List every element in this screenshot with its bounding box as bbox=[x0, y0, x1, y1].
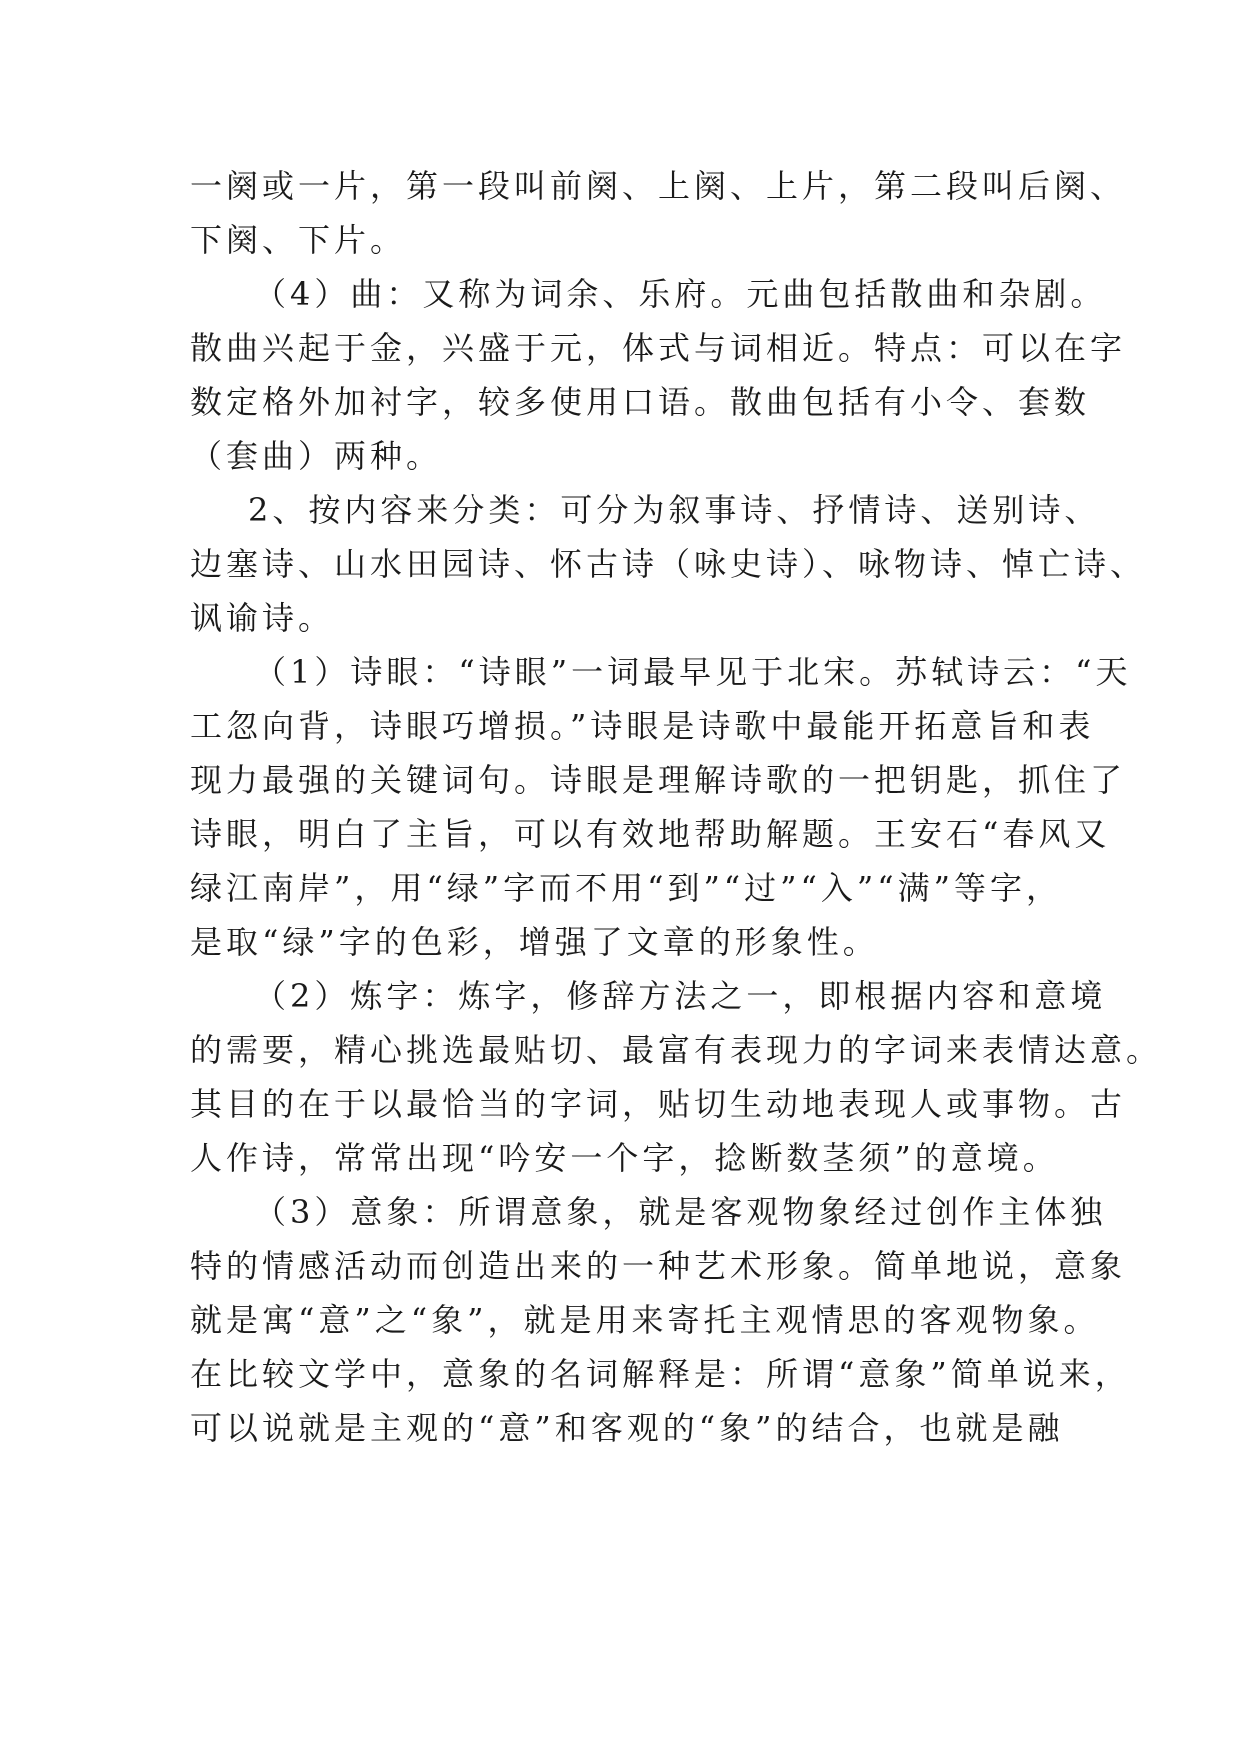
text-line: 诗眼，明白了主旨，可以有效地帮助解题。王安石“春风又 bbox=[190, 815, 1111, 853]
text-line: 下阕、下片。 bbox=[190, 221, 407, 259]
text-line: 工忽向背，诗眼巧增损。”诗眼是诗歌中最能开拓意旨和表 bbox=[190, 707, 1095, 745]
text-line: 在比较文学中，意象的名词解释是：所谓“意象”简单说来， bbox=[190, 1355, 1131, 1393]
text-line: 人作诗，常常出现“吟安一个字，捻断数茎须”的意境。 bbox=[190, 1139, 1059, 1177]
text-line: 一阕或一片，第一段叫前阕、上阕、上片，第二段叫后阕、 bbox=[190, 167, 1127, 205]
text-line: 数定格外加衬字，较多使用口语。散曲包括有小令、套数 bbox=[190, 383, 1091, 421]
section-heading-lianzi: （2）炼字：炼字，修辞方法之一，即根据内容和意境 bbox=[254, 977, 1107, 1015]
text-line: 其目的在于以最恰当的字词，贴切生动地表现人或事物。古 bbox=[190, 1085, 1127, 1123]
text-line: 散曲兴起于金，兴盛于元，体式与词相近。特点：可以在字 bbox=[190, 329, 1127, 367]
text-line: 的需要，精心挑选最贴切、最富有表现力的字词来表情达意。 bbox=[190, 1031, 1163, 1069]
section-heading-qu: （4）曲：又称为词余、乐府。元曲包括散曲和杂剧。 bbox=[254, 275, 1107, 313]
text-line: 特的情感活动而创造出来的一种艺术形象。简单地说，意象 bbox=[190, 1247, 1127, 1285]
text-line: 是取“绿”字的色彩，增强了文章的形象性。 bbox=[190, 923, 879, 961]
text-line: 现力最强的关键词句。诗眼是理解诗歌的一把钥匙，抓住了 bbox=[190, 761, 1127, 799]
section-heading-content-classification: 2、按内容来分类：可分为叙事诗、抒情诗、送别诗、 bbox=[248, 491, 1101, 529]
section-heading-shiyan: （1）诗眼：“诗眼”一词最早见于北宋。苏轼诗云：“天 bbox=[254, 653, 1132, 691]
text-line: 就是寓“意”之“象”，就是用来寄托主观情思的客观物象。 bbox=[190, 1301, 1100, 1339]
section-heading-yixiang: （3）意象：所谓意象，就是客观物象经过创作主体独 bbox=[254, 1193, 1107, 1231]
document-body bbox=[190, 159, 1163, 1455]
text-line: 边塞诗、山水田园诗、怀古诗（咏史诗）、咏物诗、悼亡诗、 bbox=[190, 545, 1147, 583]
text-line: 绿江南岸”，用“绿”字而不用“到”“过”“入”“满”等字， bbox=[190, 869, 1062, 907]
text-line: 可以说就是主观的“意”和客观的“象”的结合，也就是融 bbox=[190, 1409, 1064, 1447]
text-line: 讽谕诗。 bbox=[190, 599, 335, 637]
text-line: （套曲）两种。 bbox=[190, 437, 443, 475]
